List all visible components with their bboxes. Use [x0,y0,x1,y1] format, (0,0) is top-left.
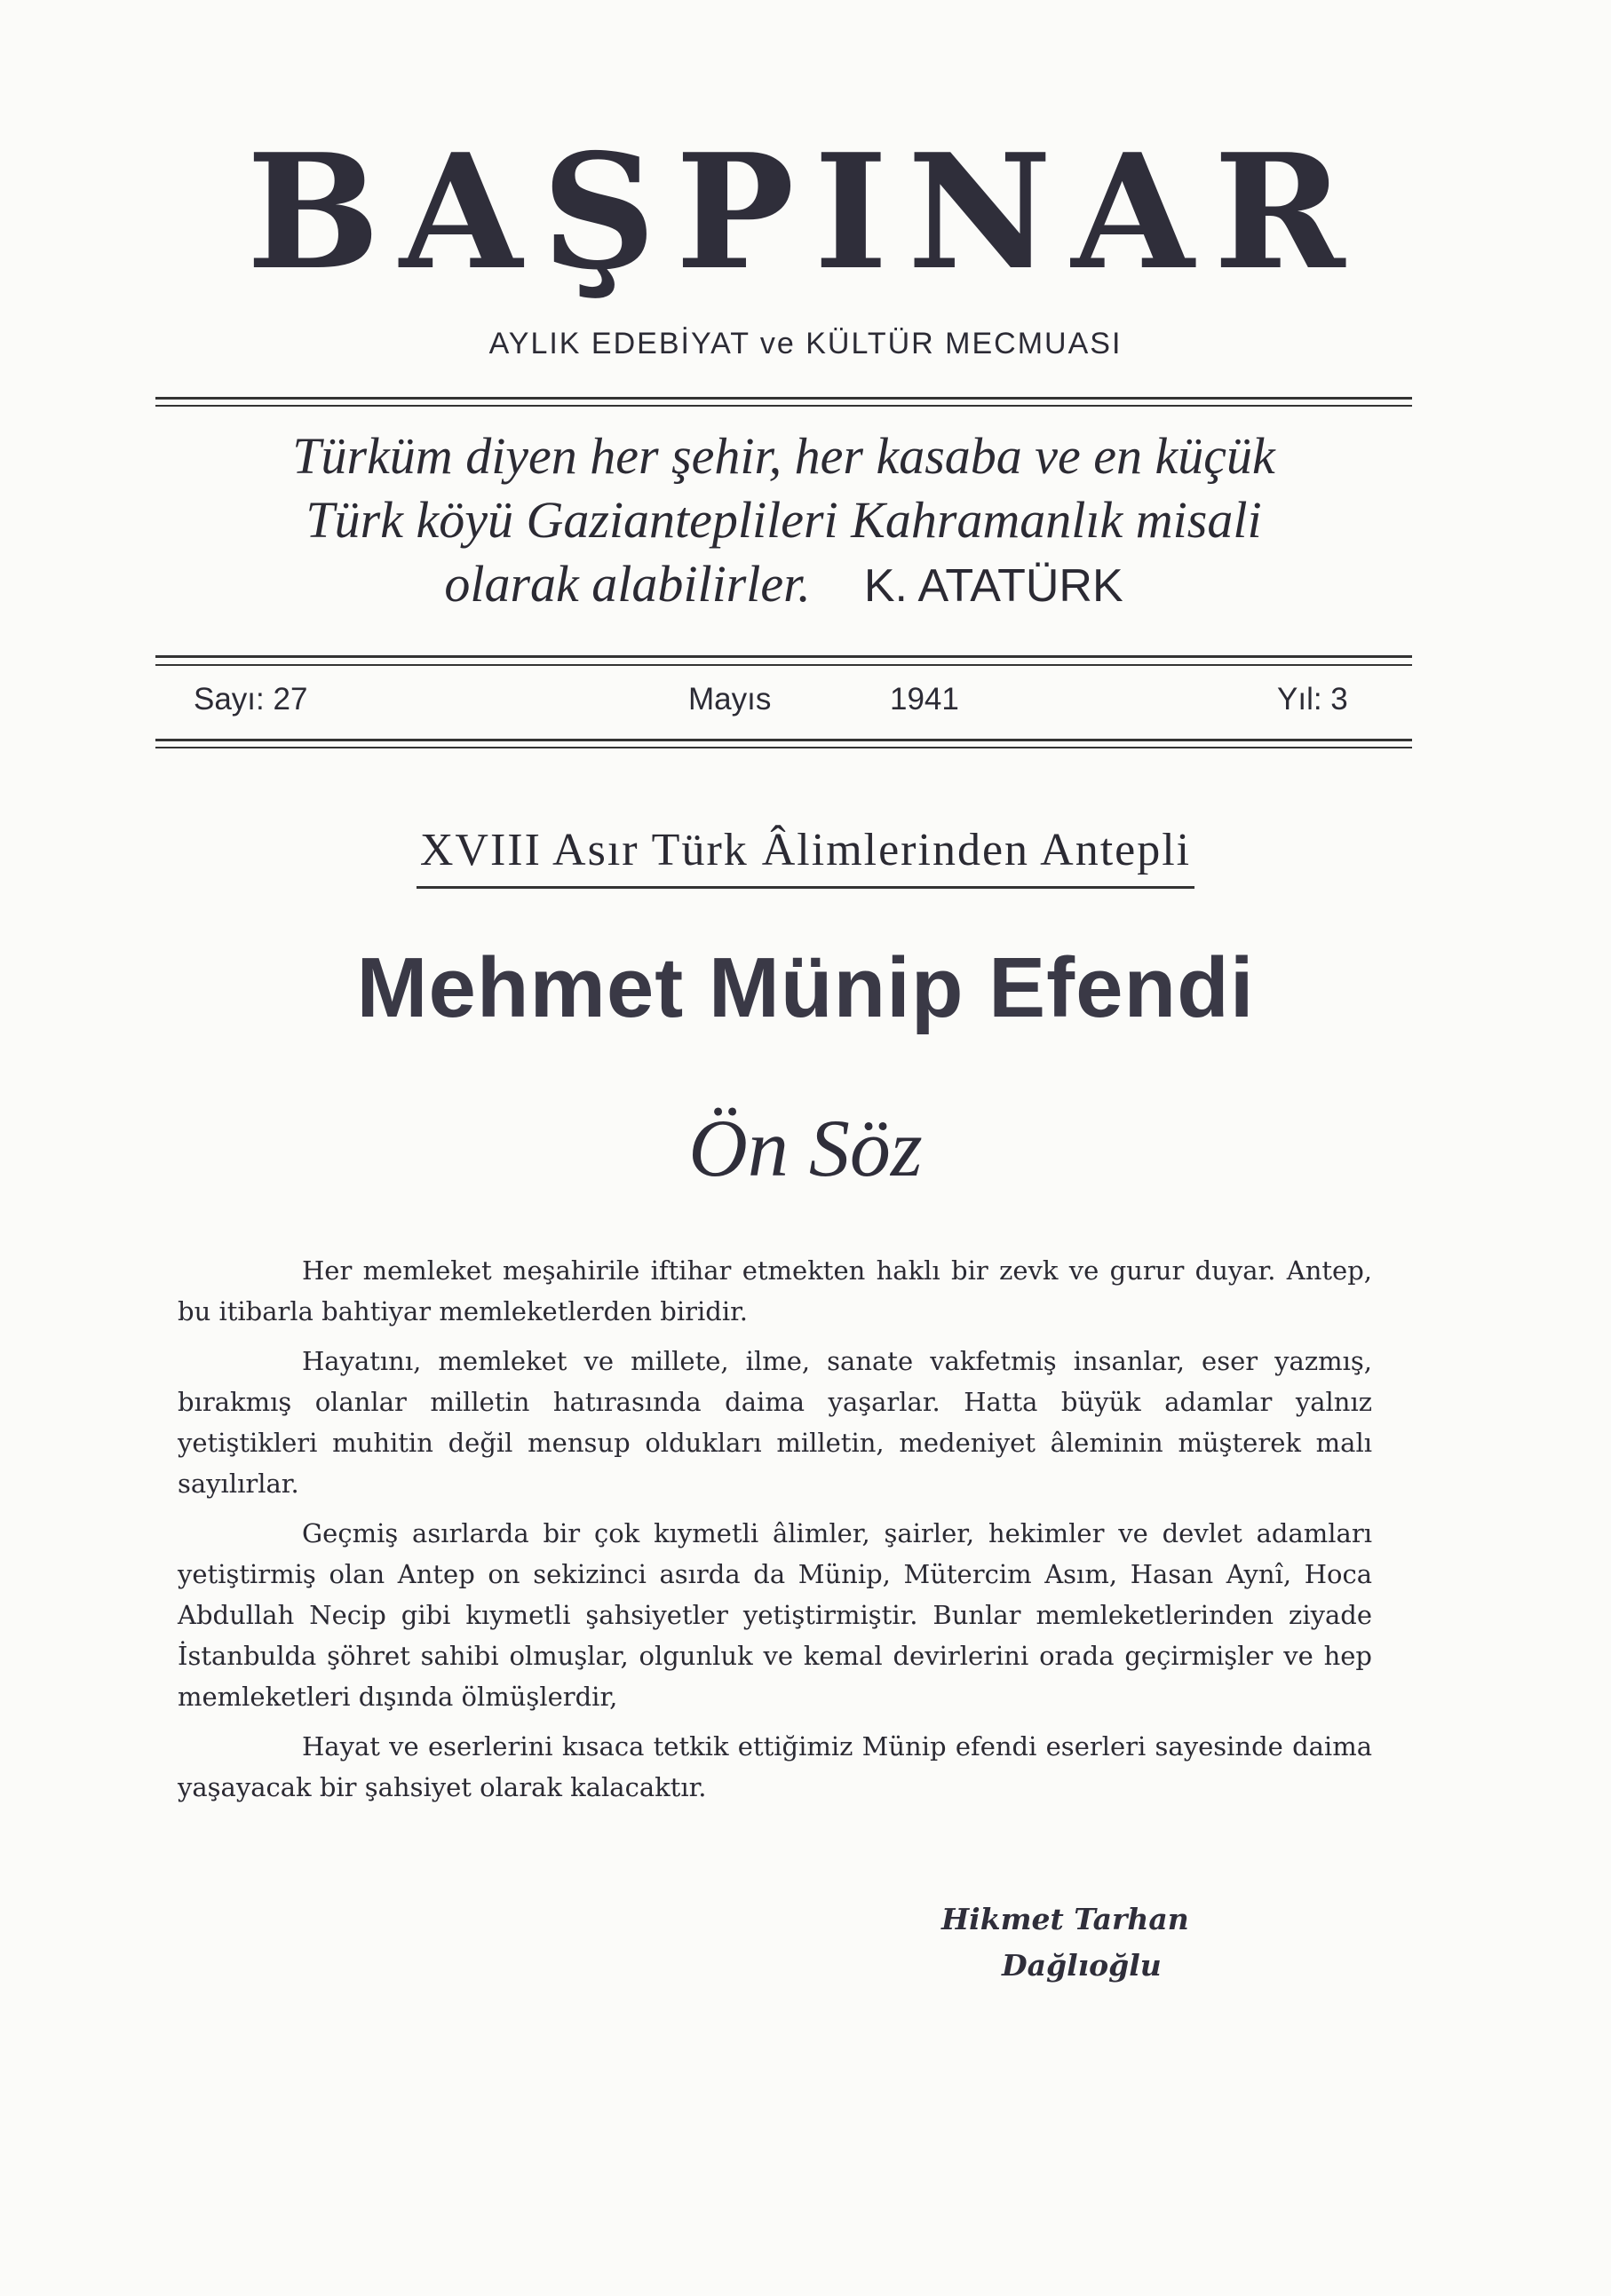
motto-line-3-text: olarak alabilirler. [444,555,811,613]
top-rule-inner [155,405,1412,407]
masthead-title: BAŞPINAR [246,119,1365,305]
issue-top-rule [155,655,1412,658]
issue-month: Mayıs [688,682,772,717]
motto-author: K. ATATÜRK [863,560,1123,612]
article-title: Mehmet Münip Efendi [356,940,1255,1035]
paragraph: Geçmiş asırlarda bir çok kıymetli âlimler, şairler, hekimler ve devlet adamları yetiştirmiş olan Antep on sekizinci asırda da Münip, Mütercim Asım, Hasan Aynî, Hoca Abdullah Necip gibi kıymetli şahsiyetler yetiştirmiştir. Bunlar memleketlerinden ziyade İstanbulda şöhret sahibi olmuşlar, olgunluk ve kemal devirlerini orada geçirmişler ve hep memleketleri dışında ölmüşlerdir, [178,1518,1372,1712]
author-last-name: Dağlıoğlu [1002,1948,1162,1983]
issue-bottom-rule [155,739,1412,741]
paragraph: Hayat ve eserlerini kısaca tetkik ettiğimiz Münip efendi eserleri sayesinde daima yaşayacak bir şahsiyet olarak kalacaktır. [178,1731,1372,1802]
motto-line-1: Türküm diyen her şehir, her kasaba ve en küçük [292,427,1275,485]
issue-year: 1941 [890,682,959,717]
paragraph: Hayatını, memleket ve millete, ilme, sanate vakfetmiş insanlar, eser yazmış, bırakmış olanlar milletin hatırasında daima yaşarlar. Hatta büyük adamlar yalnız yetiştikleri muhitin değil mensup oldukları milletin, medeniyet âleminin müşterek malı sayılırlar. [178,1346,1372,1499]
masthead-subtitle: AYLIK EDEBİYAT ve KÜLTÜR MECMUASI [488,327,1123,360]
issue-top-rule-inner [155,664,1412,666]
article-heading-text: XVIII Asır Türk Âlimlerinden Antepli [417,825,1194,889]
issue-bottom-rule-inner [155,747,1412,748]
top-rule [155,397,1412,400]
issue-volume: Yıl: 3 [1277,682,1348,717]
author-signature [941,1896,1261,1989]
section-title: Ön Söz [688,1103,923,1193]
paragraph: Her memleket meşahirile iftihar etmekten haklı bir zevk ve gurur duyar. Antep, bu itibarla bahtiyar memleketlerden biridir. [178,1255,1372,1326]
article-heading [0,824,1611,876]
article-body [178,1250,1372,1817]
issue-number: Sayı: 27 [194,682,308,717]
motto-line-2: Türk köyü Gazianteplileri Kahramanlık misali [306,491,1262,549]
motto-line-3 [155,552,1412,618]
author-first-name: Hikmet Tarhan [941,1902,1189,1936]
